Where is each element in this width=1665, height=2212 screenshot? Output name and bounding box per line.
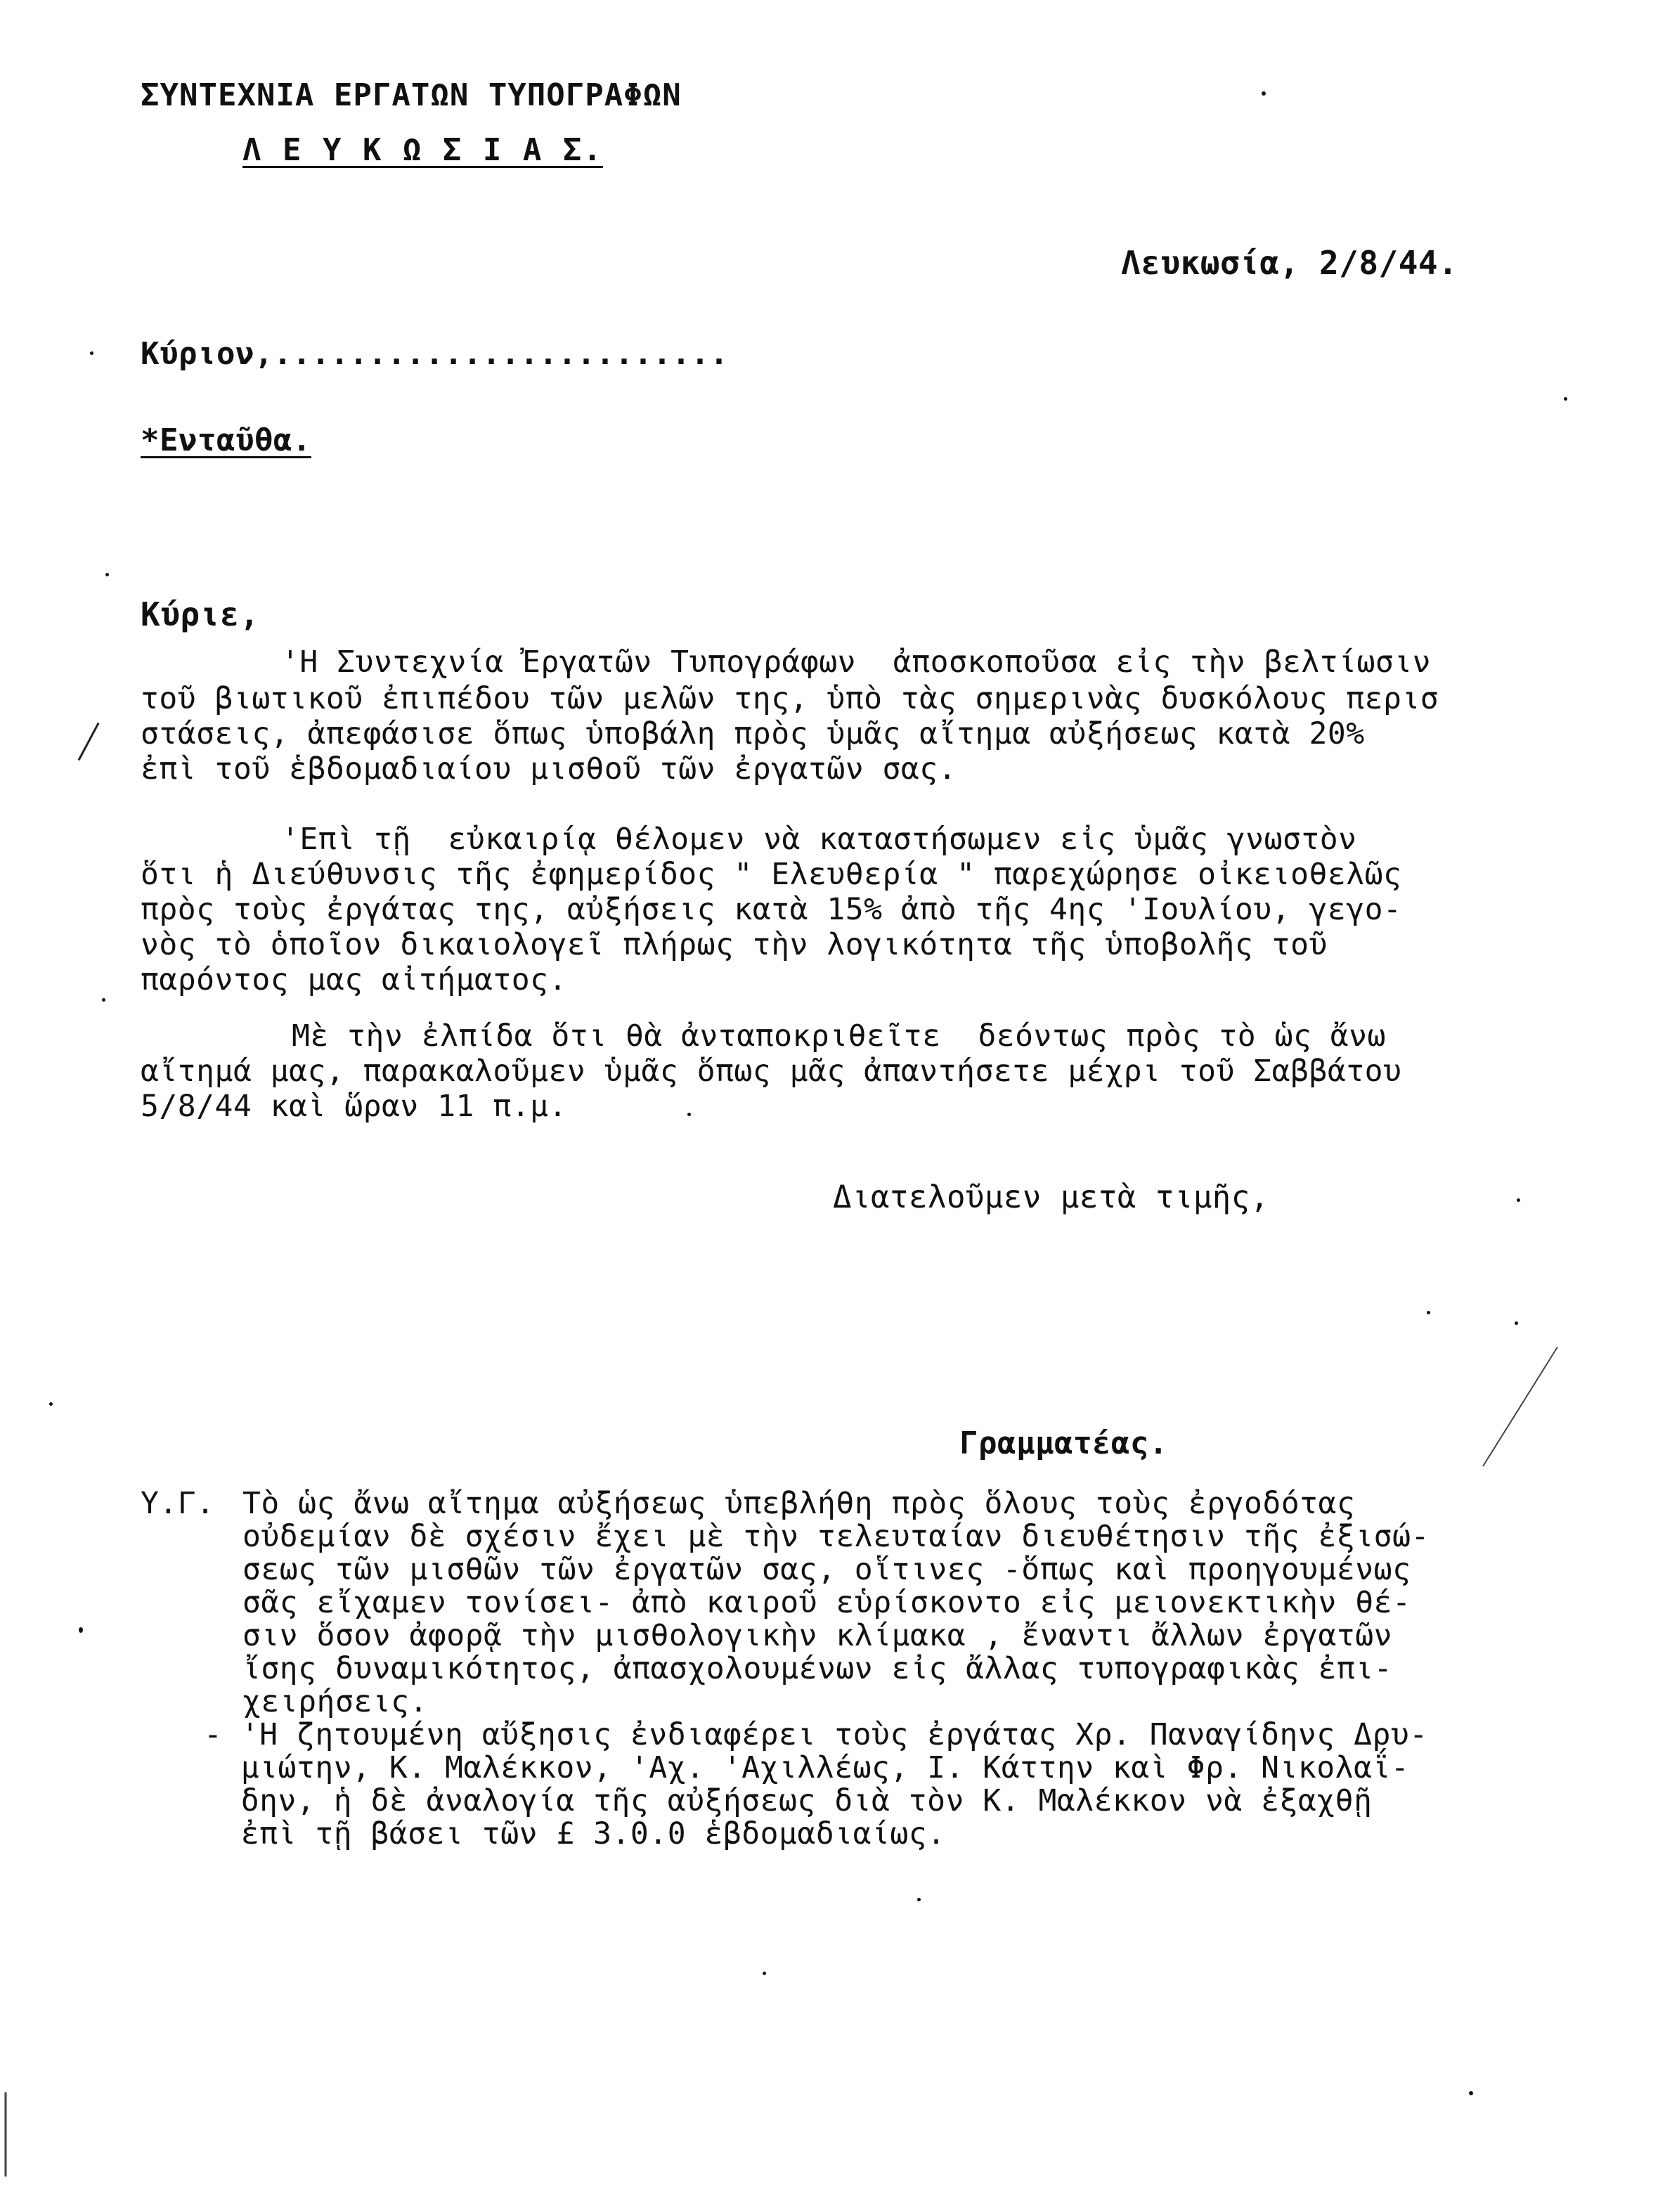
body-line: 'Η Συντεχνία Ἐργατῶν Τυπογράφων ἀποσκοποῦσα εἰς τὴν βελτίωσιν	[281, 645, 1432, 680]
body-line: αἴτημά μας, παρακαλοῦμεν ὑμᾶς ὅπως μᾶς ἀπαντήσετε μέχρι τοῦ Σαββάτου	[141, 1054, 1402, 1089]
addressee-name-line: Κύριον,........................	[141, 336, 729, 372]
margin-pen-mark	[78, 723, 100, 761]
org-city: Λ Ε Υ Κ Ω Σ Ι Α Σ.	[242, 132, 603, 168]
scan-speck	[1427, 1311, 1430, 1314]
scan-speck	[1262, 91, 1266, 96]
body-line: πρὸς τοὺς ἐργάτας της, αὐξήσεις κατὰ 15% ἀπὸ τῆς 4ης 'Ιουλίου, γεγο-	[141, 892, 1402, 927]
body-line: νὸς τὸ ὁποῖον δικαιολογεῖ πλήρως τὴν λογικότητα τῆς ὑποβολῆς τοῦ	[141, 927, 1328, 962]
postscript-note-line: - 'Η ζητουμένη αὔξησις ἐνδιαφέρει τοὺς ἐργάτας Χρ. Παναγίδηνς Δρυ-	[204, 1717, 1428, 1752]
margin-pen-mark	[1482, 1347, 1558, 1467]
body-line: Μὲ τὴν ἐλπίδα ὅτι θὰ ἀνταποκριθεῖτε δεόντως πρὸς τὸ ὡς ἄνω	[292, 1018, 1386, 1054]
postscript-line: Τὸ ὡς ἄνω αἴτημα αὐξήσεως ὑπεβλήθη πρὸς ὅλους τοὺς ἐργοδότας	[242, 1486, 1356, 1521]
edge-mark	[5, 2093, 7, 2177]
signature-title: Γραμματέας.	[959, 1425, 1168, 1461]
scan-speck	[763, 1972, 766, 1975]
postscript-line: χειρήσεις.	[242, 1684, 428, 1719]
postscript-line: οὐδεμίαν δὲ σχέσιν ἔχει μὲ τὴν τελευταίαν διευθέτησιν τῆς ἐξισώ-	[242, 1519, 1430, 1554]
postscript-line: σιν ὅσον ἀφορᾷ τὴν μισθολογικὴν κλίμακα , ἔναντι ἄλλων ἐργατῶν	[242, 1618, 1393, 1653]
body-line: 5/8/44 καὶ ὥραν 11 π.μ.	[141, 1089, 567, 1124]
body-line: ἐπὶ τοῦ ἑβδομαδιαίου μισθοῦ τῶν ἐργατῶν σας.	[141, 751, 957, 787]
scan-speck	[49, 1402, 53, 1406]
scan-speck	[105, 573, 109, 576]
scan-speck	[1515, 1321, 1518, 1325]
body-line: ὅτι ἡ Διεύθυνσις τῆς ἐφημερίδος " Ελευθερία " παρεχώρησε οἰκειοθελῶς	[141, 857, 1402, 892]
scan-speck	[79, 1627, 83, 1633]
scan-speck	[687, 1113, 691, 1116]
postscript-line: ἴσης δυναμικότητος, ἀπασχολουμένων εἰς ἄλλας τυπογραφικὰς ἐπι-	[242, 1651, 1393, 1686]
org-name: ΣΥΝΤΕΧΝΙΑ ΕΡΓΑΤΩΝ ΤΥΠΟΓΡΑΦΩΝ	[141, 77, 682, 113]
dateline: Λευκωσία, 2/8/44.	[1121, 244, 1458, 282]
body-line: παρόντος μας αἰτήματος.	[141, 962, 567, 997]
addressee-location: *Ενταῦθα.	[141, 422, 311, 458]
postscript-note-line: ἐπὶ τῇ βάσει τῶν £ 3.0.0 ἑβδομαδιαίως.	[204, 1816, 946, 1851]
postscript-line: σεως τῶν μισθῶν τῶν ἐργατῶν σας, οἵτινες -ὅπως καὶ προηγουμένως	[242, 1552, 1411, 1587]
body-line: στάσεις, ἀπεφάσισε ὅπως ὑποβάλη πρὸς ὑμᾶς αἴτημα αὐξήσεως κατὰ 20%	[141, 716, 1365, 751]
body-line: 'Επὶ τῇ εὐκαιρίᾳ θέλομεν νὰ καταστήσωμεν εἰς ὑμᾶς γνωστὸν	[281, 822, 1357, 857]
scan-speck	[917, 1898, 921, 1901]
scan-speck	[1469, 2091, 1473, 2095]
scan-speck	[1517, 1198, 1520, 1202]
scan-speck	[90, 351, 93, 355]
salutation: Κύριε,	[141, 595, 260, 633]
postscript-line: σᾶς εἴχαμεν τονίσει- ἀπὸ καιροῦ εὑρίσκοντο εἰς μειονεκτικὴν θέ-	[242, 1585, 1411, 1620]
postscript-note-line: μιώτην, Κ. Μαλέκκον, 'Αχ. 'Αχιλλέως, Ι. Κάττην καὶ Φρ. Νικολαΐ-	[204, 1750, 1410, 1785]
postscript-note-line: δην, ἡ δὲ ἀναλογία τῆς αὐξήσεως διὰ τὸν Κ. Μαλέκκον νὰ ἐξαχθῇ	[204, 1783, 1373, 1818]
postscript-label: Υ.Γ.	[141, 1486, 215, 1521]
body-line: τοῦ βιωτικοῦ ἐπιπέδου τῶν μελῶν της, ὑπὸ τὰς σημερινὰς δυσκόλους περισ	[141, 681, 1439, 716]
scan-speck	[1564, 397, 1567, 401]
closing: Διατελοῦμεν μετὰ τιμῆς,	[833, 1179, 1269, 1215]
scan-speck	[102, 998, 105, 1002]
